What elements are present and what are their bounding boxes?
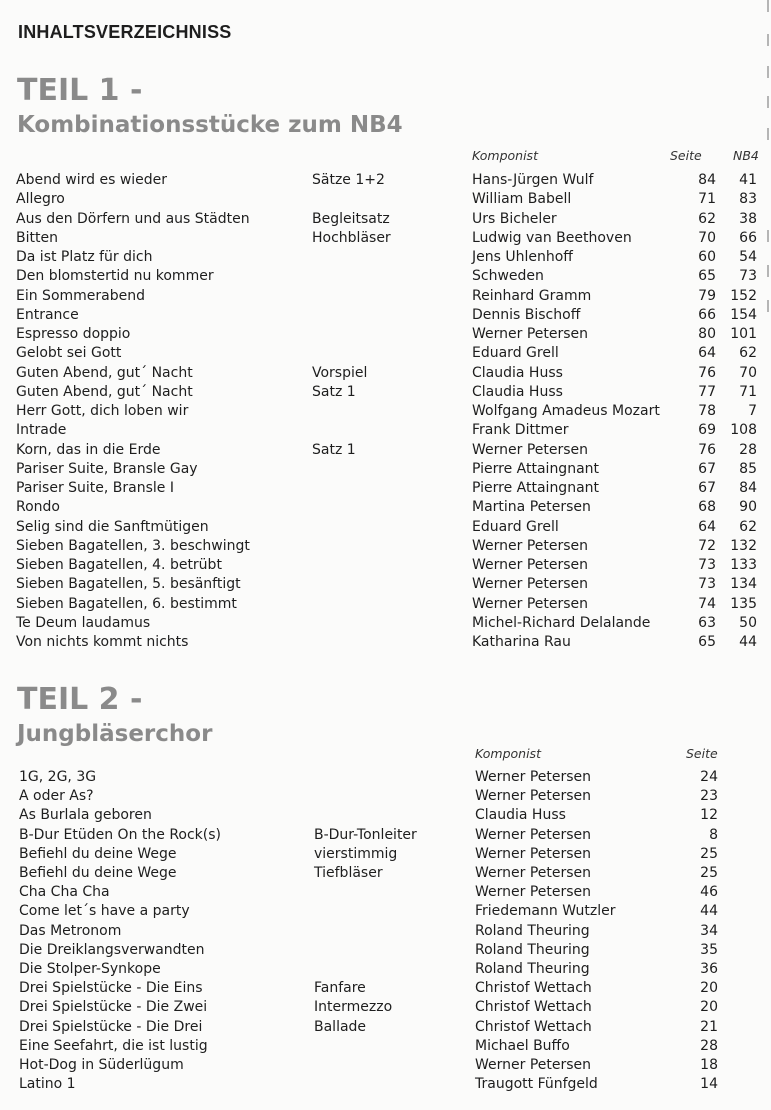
entry-page: 21 bbox=[700, 1018, 718, 1035]
entry-note: B-Dur-Tonleiter bbox=[314, 826, 417, 843]
entry-page: 67 bbox=[698, 460, 716, 477]
entry-page: 76 bbox=[698, 441, 716, 458]
table-row bbox=[0, 903, 771, 922]
entry-title: Eine Seefahrt, die ist lustig bbox=[19, 1037, 208, 1054]
entry-composer: Urs Bicheler bbox=[472, 210, 557, 227]
table-row bbox=[0, 384, 771, 403]
entry-nb4: 85 bbox=[739, 460, 757, 477]
entry-composer: Friedemann Wutzler bbox=[475, 903, 616, 920]
entry-nb4: 38 bbox=[739, 210, 757, 227]
entry-title: Allegro bbox=[16, 191, 65, 208]
entry-composer: Werner Petersen bbox=[472, 576, 589, 593]
entry-title: Da ist Platz für dich bbox=[16, 249, 153, 265]
entry-page: 46 bbox=[700, 884, 718, 901]
entry-title: Von nichts kommt nichts bbox=[16, 634, 189, 650]
entry-composer: Werner Petersen bbox=[472, 557, 589, 573]
entry-nb4: 133 bbox=[730, 557, 757, 573]
entry-nb4: 7 bbox=[748, 403, 757, 419]
entry-composer: Jens Uhlenhoff bbox=[472, 249, 573, 265]
entry-nb4: 62 bbox=[739, 518, 757, 535]
entry-title: Drei Spielstücke - Die Drei bbox=[19, 1018, 203, 1035]
entry-composer: Werner Petersen bbox=[475, 788, 592, 805]
entry-note: Ballade bbox=[314, 1018, 367, 1035]
entry-title: Drei Spielstücke - Die Eins bbox=[19, 980, 203, 997]
entry-note: Fanfare bbox=[314, 980, 366, 997]
entry-title: Abend wird es wieder bbox=[16, 172, 168, 188]
entry-page: 64 bbox=[698, 345, 716, 362]
table-row bbox=[0, 403, 771, 422]
entry-title: Pariser Suite, Bransle Gay bbox=[16, 460, 198, 477]
table-row bbox=[0, 557, 771, 576]
entry-page: 67 bbox=[698, 480, 716, 496]
entry-page: 62 bbox=[698, 210, 716, 227]
entry-nb4: 73 bbox=[739, 268, 757, 285]
entry-composer: Christof Wettach bbox=[475, 1018, 592, 1035]
entry-title: Pariser Suite, Bransle I bbox=[16, 480, 174, 496]
entry-page: 28 bbox=[700, 1037, 718, 1054]
entry-composer: Werner Petersen bbox=[475, 769, 592, 785]
entry-page: 78 bbox=[698, 403, 716, 419]
entry-title: Latino 1 bbox=[19, 1076, 76, 1093]
part2-col-composer: Komponist bbox=[475, 746, 541, 761]
entry-note: Sätze 1+2 bbox=[312, 172, 385, 188]
entry-title: Ein Sommerabend bbox=[16, 287, 145, 304]
entry-note: Satz 1 bbox=[312, 441, 356, 458]
entry-composer: Roland Theuring bbox=[475, 961, 590, 977]
entry-page: 76 bbox=[698, 364, 716, 381]
entry-composer: Eduard Grell bbox=[472, 518, 559, 535]
entry-nb4: 54 bbox=[739, 249, 757, 265]
table-row bbox=[0, 442, 771, 461]
entry-composer: Pierre Attaingnant bbox=[472, 460, 600, 477]
entry-note: Vorspiel bbox=[312, 364, 368, 381]
entry-title: Cha Cha Cha bbox=[19, 884, 110, 901]
entry-title: Herr Gott, dich loben wir bbox=[16, 403, 189, 419]
entry-nb4: 44 bbox=[739, 634, 757, 650]
entry-note: Tiefbläser bbox=[314, 865, 383, 881]
entry-title: Drei Spielstücke - Die Zwei bbox=[19, 999, 208, 1016]
entry-title: Das Metronom bbox=[19, 922, 122, 939]
entry-note: Satz 1 bbox=[312, 383, 356, 400]
entry-nb4: 134 bbox=[730, 576, 757, 593]
entry-nb4: 70 bbox=[739, 364, 757, 381]
entry-composer: Frank Dittmer bbox=[472, 422, 569, 439]
entry-title: Den blomstertid nu kommer bbox=[16, 268, 214, 285]
entry-page: 25 bbox=[700, 845, 718, 862]
table-row bbox=[0, 538, 771, 557]
entry-nb4: 135 bbox=[730, 595, 757, 612]
table-row bbox=[0, 827, 771, 846]
entry-title: Hot-Dog in Süderlügum bbox=[19, 1057, 184, 1073]
entry-title: Sieben Bagatellen, 5. besänftigt bbox=[16, 576, 241, 593]
part1-number: TEIL 1 - bbox=[17, 73, 143, 108]
entry-nb4: 71 bbox=[739, 383, 757, 400]
table-row bbox=[0, 980, 771, 999]
entry-title: A oder As? bbox=[19, 788, 94, 805]
table-row bbox=[0, 307, 771, 326]
entry-title: Sieben Bagatellen, 4. betrübt bbox=[16, 557, 222, 573]
entry-composer: Roland Theuring bbox=[475, 941, 590, 958]
entry-composer: Werner Petersen bbox=[475, 845, 592, 862]
entry-composer: Werner Petersen bbox=[472, 537, 589, 554]
entry-composer: Katharina Rau bbox=[472, 634, 571, 650]
table-row bbox=[0, 576, 771, 595]
entry-page: 20 bbox=[700, 980, 718, 997]
entry-nb4: 101 bbox=[730, 326, 757, 342]
entry-page: 80 bbox=[698, 326, 716, 342]
entry-composer: Eduard Grell bbox=[472, 345, 559, 362]
entry-title: Sieben Bagatellen, 3. beschwingt bbox=[16, 537, 250, 554]
table-row bbox=[0, 615, 771, 634]
entry-note: Intermezzo bbox=[314, 999, 393, 1016]
table-row bbox=[0, 172, 771, 191]
entry-page: 24 bbox=[700, 769, 718, 785]
entry-page: 68 bbox=[698, 499, 716, 516]
part1-col-composer: Komponist bbox=[472, 148, 538, 163]
entry-page: 72 bbox=[698, 537, 716, 554]
table-row bbox=[0, 230, 771, 249]
entry-nb4: 28 bbox=[739, 441, 757, 458]
entry-note: Hochbläser bbox=[312, 229, 391, 246]
entry-note: Begleitsatz bbox=[312, 210, 390, 227]
table-row bbox=[0, 596, 771, 615]
entry-composer: Christof Wettach bbox=[475, 980, 592, 997]
table-row bbox=[0, 942, 771, 961]
entry-page: 23 bbox=[700, 788, 718, 805]
entry-note: vierstimmig bbox=[314, 845, 398, 862]
entry-title: Bitten bbox=[16, 229, 58, 246]
entry-composer: Werner Petersen bbox=[472, 595, 589, 612]
table-row bbox=[0, 1076, 771, 1095]
entry-composer: Werner Petersen bbox=[475, 884, 592, 901]
entry-composer: Ludwig van Beethoven bbox=[472, 229, 632, 246]
table-row bbox=[0, 480, 771, 499]
table-row bbox=[0, 211, 771, 230]
entry-composer: Dennis Bischoff bbox=[472, 306, 581, 323]
entry-composer: Hans-Jürgen Wulf bbox=[472, 172, 594, 188]
entry-composer: Claudia Huss bbox=[472, 364, 563, 381]
entry-title: Befiehl du deine Wege bbox=[19, 865, 177, 881]
table-row bbox=[0, 345, 771, 364]
table-row bbox=[0, 923, 771, 942]
entry-page: 18 bbox=[700, 1057, 718, 1073]
entry-composer: Werner Petersen bbox=[475, 865, 592, 881]
entry-title: Korn, das in die Erde bbox=[16, 441, 161, 458]
part2-number: TEIL 2 - bbox=[17, 682, 143, 717]
entry-page: 63 bbox=[698, 614, 716, 631]
table-row bbox=[0, 865, 771, 884]
entry-composer: Martina Petersen bbox=[472, 499, 591, 516]
entry-title: B-Dur Etüden On the Rock(s) bbox=[19, 826, 222, 843]
entry-page: 79 bbox=[698, 287, 716, 304]
entry-page: 73 bbox=[698, 557, 716, 573]
table-row bbox=[0, 807, 771, 826]
entry-composer: Michel-Richard Delalande bbox=[472, 614, 651, 631]
entry-page: 74 bbox=[698, 595, 716, 612]
table-row bbox=[0, 846, 771, 865]
entry-page: 8 bbox=[709, 826, 718, 843]
table-row bbox=[0, 288, 771, 307]
entry-composer: Roland Theuring bbox=[475, 922, 590, 939]
entry-title: Intrade bbox=[16, 422, 67, 439]
entry-title: Guten Abend, gut´ Nacht bbox=[16, 364, 193, 381]
entry-title: Selig sind die Sanftmütigen bbox=[16, 518, 209, 535]
table-row bbox=[0, 1038, 771, 1057]
part1-col-page: Seite bbox=[670, 148, 702, 163]
entry-title: Come let´s have a party bbox=[19, 903, 190, 920]
entry-nb4: 83 bbox=[739, 191, 757, 208]
entry-nb4: 90 bbox=[739, 499, 757, 516]
entry-composer: Reinhard Gramm bbox=[472, 287, 592, 304]
entry-title: Die Dreiklangsverwandten bbox=[19, 941, 205, 958]
entry-page: 65 bbox=[698, 268, 716, 285]
entry-composer: Werner Petersen bbox=[472, 441, 589, 458]
entry-composer: Werner Petersen bbox=[475, 1057, 592, 1073]
table-row bbox=[0, 884, 771, 903]
table-row bbox=[0, 1019, 771, 1038]
entry-title: Rondo bbox=[16, 499, 60, 516]
entry-title: 1G, 2G, 3G bbox=[19, 769, 97, 785]
entry-page: 84 bbox=[698, 172, 716, 188]
entry-nb4: 132 bbox=[730, 537, 757, 554]
table-row bbox=[0, 999, 771, 1018]
entry-nb4: 108 bbox=[730, 422, 757, 439]
entry-page: 60 bbox=[698, 249, 716, 265]
table-row bbox=[0, 249, 771, 268]
part2-col-page: Seite bbox=[686, 746, 718, 761]
entry-title: Entrance bbox=[16, 306, 79, 323]
entry-composer: Christof Wettach bbox=[475, 999, 592, 1016]
entry-composer: Schweden bbox=[472, 268, 544, 285]
entry-title: Te Deum laudamus bbox=[16, 614, 151, 631]
entry-composer: Werner Petersen bbox=[475, 826, 592, 843]
entry-page: 66 bbox=[698, 306, 716, 323]
entry-page: 73 bbox=[698, 576, 716, 593]
page-header: INHALTSVERZEICHNISS bbox=[18, 22, 232, 42]
table-row bbox=[0, 422, 771, 441]
entry-nb4: 62 bbox=[739, 345, 757, 362]
entry-nb4: 41 bbox=[739, 172, 757, 188]
entry-page: 34 bbox=[700, 922, 718, 939]
entry-composer: Claudia Huss bbox=[475, 807, 566, 824]
entry-composer: Traugott Fünfgeld bbox=[475, 1076, 598, 1093]
entry-nb4: 152 bbox=[730, 287, 757, 304]
entry-page: 35 bbox=[700, 941, 718, 958]
entry-composer: Werner Petersen bbox=[472, 326, 589, 342]
table-row bbox=[0, 461, 771, 480]
table-row bbox=[0, 769, 771, 788]
entry-page: 12 bbox=[700, 807, 718, 824]
table-row bbox=[0, 499, 771, 518]
entry-title: Gelobt sei Gott bbox=[16, 345, 122, 362]
part1-subtitle: Kombinationsstücke zum NB4 bbox=[17, 112, 403, 138]
entry-page: 65 bbox=[698, 634, 716, 650]
table-row bbox=[0, 634, 771, 653]
entry-composer: Pierre Attaingnant bbox=[472, 480, 600, 496]
entry-page: 25 bbox=[700, 865, 718, 881]
table-row bbox=[0, 268, 771, 287]
entry-composer: Wolfgang Amadeus Mozart bbox=[472, 403, 660, 419]
entry-page: 70 bbox=[698, 229, 716, 246]
entry-page: 36 bbox=[700, 961, 718, 977]
entry-title: Sieben Bagatellen, 6. bestimmt bbox=[16, 595, 237, 612]
part2-heading bbox=[17, 682, 213, 747]
entry-nb4: 84 bbox=[739, 480, 757, 496]
part2-subtitle: Jungbläserchor bbox=[17, 721, 213, 747]
entry-composer: Claudia Huss bbox=[472, 383, 563, 400]
entry-title: As Burlala geboren bbox=[19, 807, 152, 824]
entry-title: Befiehl du deine Wege bbox=[19, 845, 177, 862]
table-row bbox=[0, 1057, 771, 1076]
table-row bbox=[0, 191, 771, 210]
entry-title: Guten Abend, gut´ Nacht bbox=[16, 383, 193, 400]
table-row bbox=[0, 519, 771, 538]
entry-page: 20 bbox=[700, 999, 718, 1016]
entry-composer: William Babell bbox=[472, 191, 572, 208]
entry-page: 69 bbox=[698, 422, 716, 439]
entry-nb4: 50 bbox=[739, 614, 757, 631]
entry-nb4: 66 bbox=[739, 229, 757, 246]
entry-title: Die Stolper-Synkope bbox=[19, 961, 161, 977]
table-row bbox=[0, 326, 771, 345]
page-edge bbox=[765, 0, 771, 1110]
part1-col-nb4: NB4 bbox=[733, 148, 759, 163]
entry-nb4: 154 bbox=[730, 306, 757, 323]
entry-page: 14 bbox=[700, 1076, 718, 1093]
entry-title: Aus den Dörfern und aus Städten bbox=[16, 210, 250, 227]
entry-page: 71 bbox=[698, 191, 716, 208]
entry-page: 64 bbox=[698, 518, 716, 535]
entry-composer: Michael Buffo bbox=[475, 1037, 570, 1054]
entry-title: Espresso doppio bbox=[16, 326, 131, 342]
part1-heading bbox=[17, 73, 403, 138]
table-row bbox=[0, 961, 771, 980]
entry-page: 77 bbox=[698, 383, 716, 400]
table-row bbox=[0, 365, 771, 384]
table-row bbox=[0, 788, 771, 807]
entry-page: 44 bbox=[700, 903, 718, 920]
